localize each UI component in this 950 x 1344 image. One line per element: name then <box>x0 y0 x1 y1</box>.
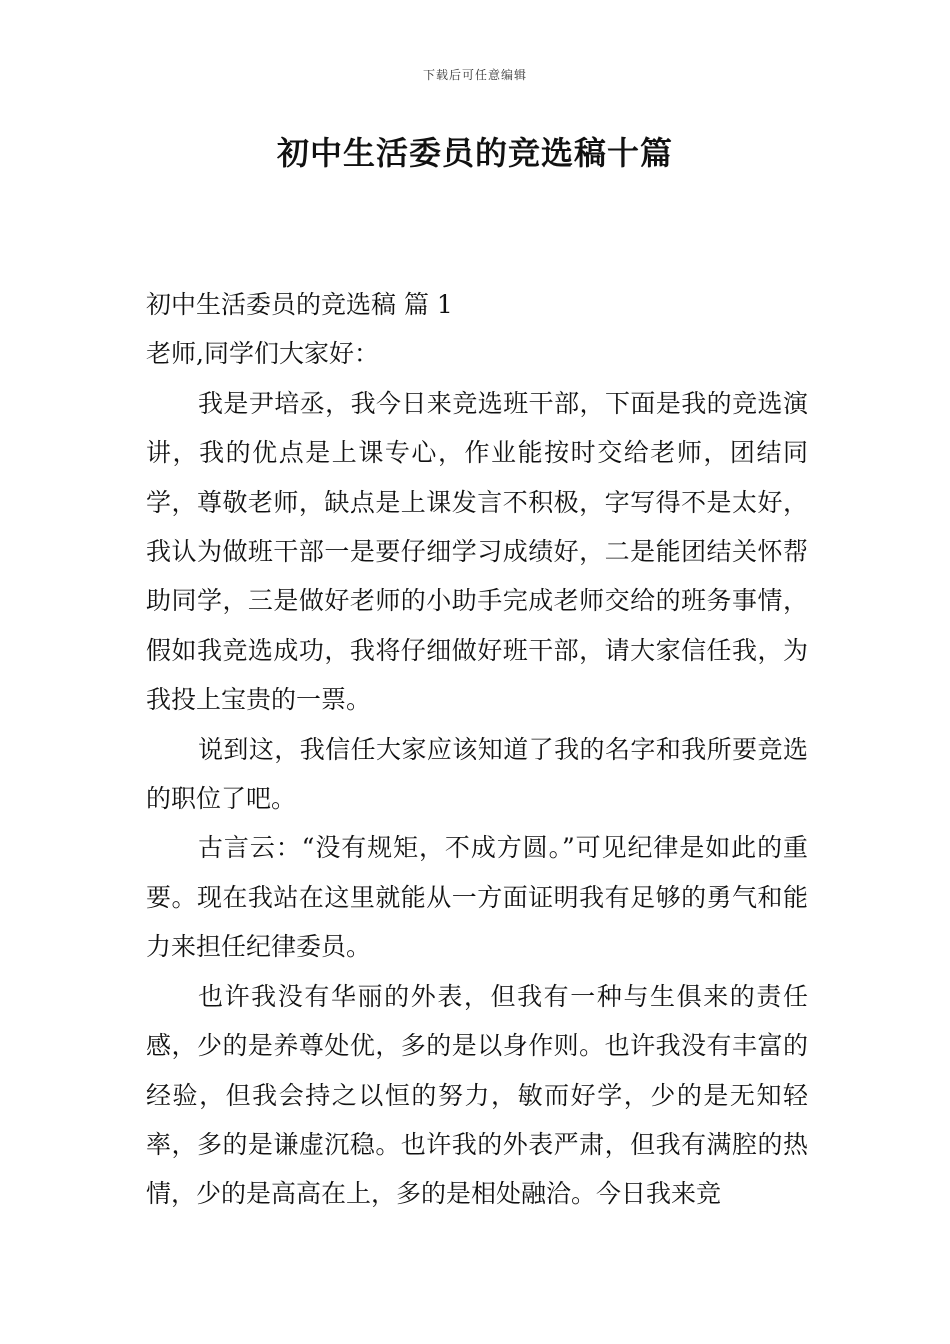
paragraph-4: 也许我没有华丽的外表，但我有一种与生俱来的责任感，少的是养尊处优，多的是以身作则。也许我没有丰富的经验，但我会持之以恒的努力，敏而好学，少的是无知轻率，多的是谦虚沉稳。也许我的外表严肃，但我有满腔的热情，少的是高高在上，多的是相处融洽。今日我来竞 <box>146 981 808 1209</box>
paragraph-2: 说到这，我信任大家应该知道了我的名字和我所要竞选的职位了吧。 <box>146 734 808 814</box>
document-title: 初中生活委员的竞选稿十篇 <box>276 134 673 172</box>
document-body <box>146 280 808 1219</box>
greeting: 老师,同学们大家好： <box>146 339 379 369</box>
header-note: 下载后可任意编辑 <box>422 68 527 82</box>
paragraph-1: 我是尹培丞，我今日来竞选班干部，下面是我的竞选演讲，我的优点是上课专心，作业能按时交给老师，团结同学，尊敬老师，缺点是上课发言不积极，字写得不是太好，我认为做班干部一是要仔细学习成绩好，二是能团结关怀帮助同学，三是做好老师的小助手完成老师交给的班务事情，假如我竞选成功，我将仔细做好班干部，请大家信任我，为我投上宝贵的一票。 <box>146 388 808 715</box>
section-heading: 初中生活委员的竞选稿 篇 1 <box>146 290 453 319</box>
paragraph-3: 古言云：“没有规矩，不成方圆。”可见纪律是如此的重要。现在我站在这里就能从一方面证明我有足够的勇气和能力来担任纪律委员。 <box>146 833 808 962</box>
